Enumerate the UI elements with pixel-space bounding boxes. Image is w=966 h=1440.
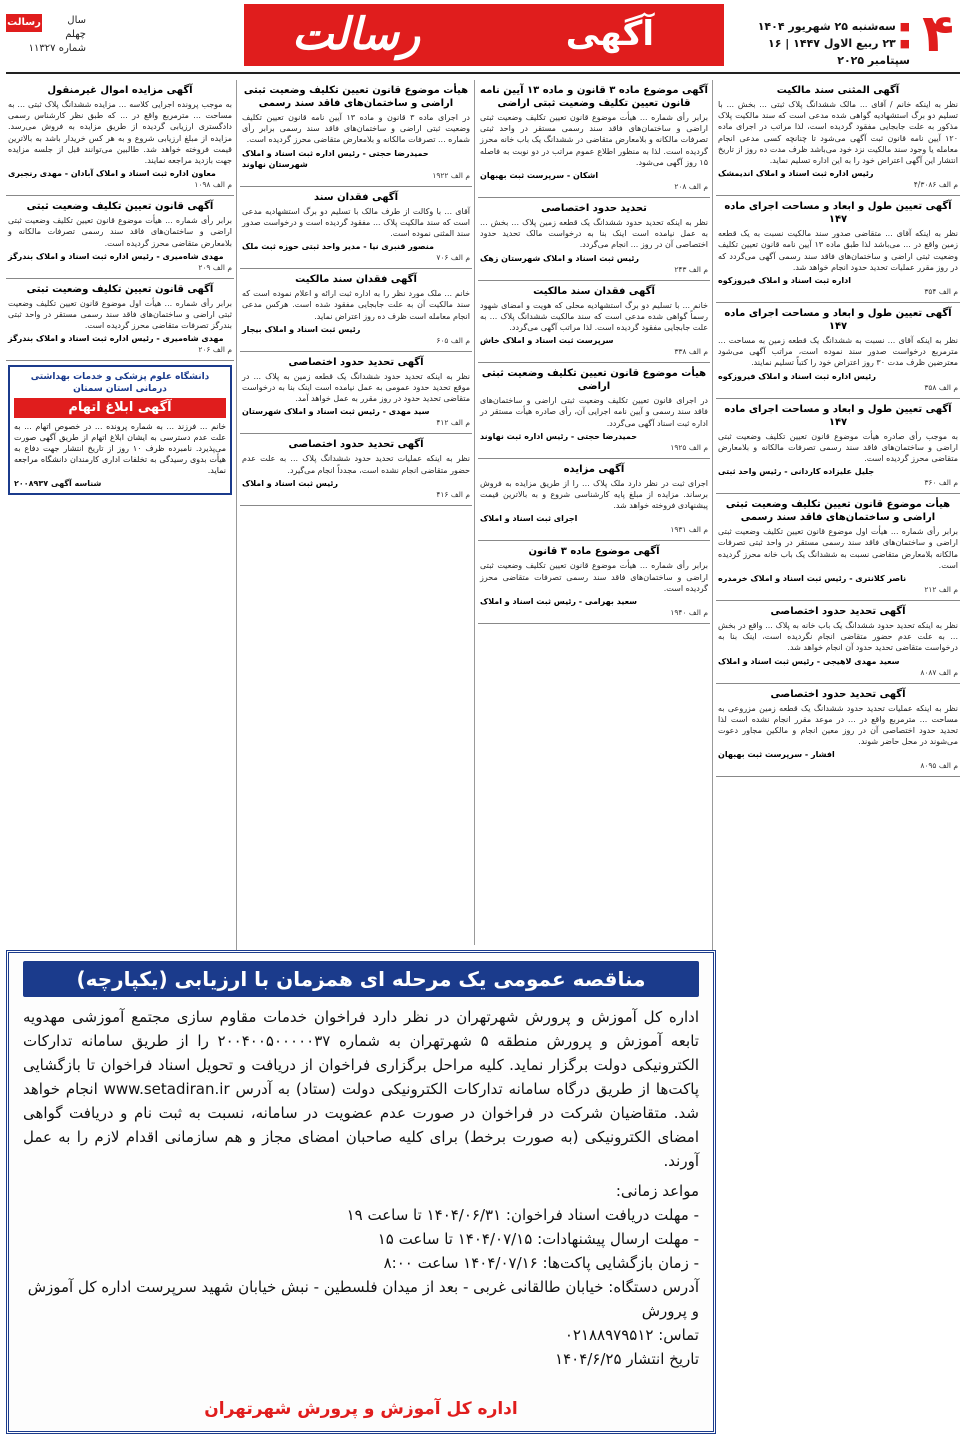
tender-title: مناقصه عمومی یک مرحله ای همزمان با ارزیابی (یکپارچه): [23, 961, 699, 997]
classified-ad: [716, 494, 960, 601]
ad-reference: م الف ۳۵۴: [924, 287, 958, 297]
ad-reference: م الف ۱۹۳۱: [670, 525, 708, 535]
ad-signature: رئیس ثبت اسناد و املاک بیجار: [242, 324, 361, 334]
classified-ad: [240, 352, 472, 435]
newspaper-logo: رسالت: [292, 9, 421, 60]
classified-ad: [716, 196, 960, 303]
classified-ad: [716, 399, 960, 495]
notice-org: دانشگاه علوم پزشکی و خدمات بهداشتی درمانی استان سمنان: [30, 372, 210, 395]
section-label: آگهی: [565, 14, 654, 54]
ad-signature: جلیل علیزاده کاردانی - رئیس واحد ثبتی: [718, 467, 875, 477]
deadlines-label: مواعد زمانی:: [615, 1182, 699, 1200]
ad-body: اجرای ثبت در نظر دارد ملک پلاک ... را از طریق مزایده به فروش برساند. مزایده از مبلغ پایه کارشناسی شروع و به بالاترین قیمت پیشنهادی فروخته خواهد شد.: [480, 478, 708, 511]
ad-reference: م الف ۸۰۹۵: [920, 761, 958, 771]
ad-reference: م الف ۴/۳۰۸۶: [913, 180, 958, 190]
column-1: [716, 80, 960, 1434]
ad-signature: افشار - سرپرست ثبت بهبهان: [718, 750, 835, 760]
ad-title: آگهی موضوع ماده ۳ قانون: [528, 546, 660, 558]
issue-meta: [6, 14, 86, 60]
ad-reference: م الف ۲۰۸: [674, 182, 708, 192]
ad-title: آگهی تعیین طول و ابعاد و مساحت اجرای ماده ۱۴۷: [724, 403, 952, 428]
ad-signature: اجرای ثبت اسناد و املاک: [480, 514, 578, 524]
tender-body: [23, 1005, 699, 1173]
ad-body: برابر رأی شماره ... هیأت اول موضوع قانون تعیین تکلیف وضعیت ثبتی اراضی و ساختمان‌های فاقد سند رسمی مستقر در واحد ثبتی تصرفات مالکانه بلامعارض متقاضی نسبت به ششدانگ یک باب خانه محرز گردیده است.: [718, 527, 958, 570]
ad-body: نظر به اینکه عملیات تحدید حدود ششدانگ پلاک ... به علت عدم حضور متقاضی انجام نشده است، مجدداً انجام می‌گیرد.: [242, 454, 470, 475]
ad-body: نظر به اینکه تحدید حدود ششدانگ یک باب خانه به پلاک ... واقع در بخش ... به علت عدم حضور متقاضی انجام نگردیده است، اینک بنا به درخواست متقاضی تحدید حدود آن انجام خواهد شد.: [718, 621, 958, 653]
ad-signature: رئیس ثبت اسناد و املاک: [242, 478, 338, 488]
tender-intro: اداره کل آموزش و پرورش شهرتهران در نظر دارد فراخوان خدمات مقاوم سازی مجتمع آموزشی مهدویه تابعه آموزش و پرورش منطقه ۵ شهرتهران به شماره ۲۰۰۴۰۰۵۰۰۰۰۰۳۷ را از طریق سامانه تدارکات الکترونیکی دولت برگزار نماید.: [23, 1008, 699, 1074]
ad-body: آقای ... با وکالت از طرف مالک با تسلیم دو برگ استشهادیه مدعی است که سند مالکیت پلاک ... مفقود گردیده است و درخواست صدور سند المثنی نموده است.: [242, 206, 470, 239]
classified-ad: [478, 80, 710, 198]
column-2: [478, 80, 710, 945]
ad-title: هیأت موضوع قانون تعیین تکلیف وضعیت ثبتی اراضی: [481, 368, 707, 393]
ad-reference: م الف ۱۰۹۸: [194, 180, 232, 190]
ad-title: آگهی تعیین طول و ابعاد و مساحت اجرای ماده ۱۴۷: [724, 201, 952, 226]
ad-reference: م الف ۱۹۴۰: [670, 608, 708, 618]
ad-reference: م الف ۳۶۰: [924, 478, 958, 488]
tender-procedure: کلیه مراحل برگزاری فراخوان از دریافت و تحویل اسناد فراخوان تا بازگشایی پاکت‌ها از طریق درگاه سامانه تدارکات الکترونیکی دولت (ستاد) به آدرس www.setadiran.ir انجام خواهد شد.: [23, 1056, 699, 1122]
ad-reference: م الف ۴۱۲: [436, 418, 470, 428]
ad-signature: مهدی شاه‌میری - رئیس اداره ثبت اسناد و املاک بندرگز: [8, 334, 224, 344]
ad-title: آگهی فقدان سند مالکیت: [295, 274, 417, 286]
ad-body: نظر به اینکه تحدید حدود ششدانگ یک قطعه زمین به پلاک ... در موقع تحدید حدود عمومی به عمل نیامده است اینک بنا به درخواست متقاضی تحدید حدود در روز مقرر به عمل خواهد آمد.: [242, 371, 470, 404]
ad-title: آگهی المثنی سند مالکیت: [776, 85, 900, 96]
ad-body: خانم ... با تسلیم دو برگ استشهادیه محلی که هویت و امضای شهود رسماً گواهی شده مدعی است که سند مالکیت ششدانگ پلاک ... به علت جابجایی مفقود گردیده است. لذا مراتب آگهی می‌گردد.: [480, 300, 708, 333]
classified-ad: [478, 363, 710, 459]
issue-info: [732, 6, 958, 66]
ad-title: آگهی فقدان سند: [313, 191, 399, 203]
tender-organization: اداره کل آموزش و پرورش شهرتهران: [204, 1399, 518, 1419]
issue-dates: ■ سه‌شنبه ۲۵ شهریور ۱۴۰۴ ■ ۲۳ ربیع الاول ۱۴۴۷ | ۱۶ سپتامبر ۲۰۲۵: [757, 20, 910, 67]
classified-ad: [716, 684, 960, 778]
classified-ad: [716, 303, 960, 399]
ad-body: برابر رأی شماره ... هیأت موضوع قانون تعیین تکلیف وضعیت ثبتی اراضی و ساختمان‌های فاقد سند رسمی تصرفات متقاضی محرز گردیده است.: [480, 561, 708, 593]
notice-title: آگهی ابلاغ اتهام: [14, 398, 226, 418]
notice-id: شناسه آگهی ۲۰۰۸۹۳۷: [14, 479, 102, 489]
classified-ad: [478, 281, 710, 364]
ad-body: نظر به اینکه تحدید حدود ششدانگ یک قطعه زمین پلاک ... بخش ... به عمل نیامده است اینک بنا به درخواست مالک تحدید حدود اختصاصی آن در روز ... انجام می‌گردد.: [480, 218, 708, 250]
deadline-proposals: - مهلت ارسال پیشنهادات: ۱۴۰۴/۰۷/۱۵ تا ساعت ۱۵: [377, 1230, 699, 1248]
ad-reference: م الف ۶۰۵: [436, 335, 470, 345]
classified-ad: [240, 187, 472, 270]
ad-body: به موجب رأی صادره هیأت موضوع قانون تعیین تکلیف وضعیت ثبتی اراضی و ساختمان‌های فاقد سند رسمی تصرفات مالکانه و بلامعارض متقاضی محرز گردیده است.: [718, 431, 958, 464]
ad-reference: م الف ۱۹۲۲: [432, 170, 470, 180]
ad-reference: م الف ۳۳۸: [674, 347, 708, 357]
ad-signature: حمیدرضا حجتی - رئیس اداره ثبت نهاوند: [480, 431, 638, 441]
ad-body: در اجرای قانون تعیین تکلیف وضعیت ثبتی اراضی و ساختمان‌های فاقد سند رسمی و آیین نامه اجرایی آن، رأی صادره هیأت مستقر در اداره ثبت اسناد آگهی می‌گردد.: [480, 396, 708, 428]
year-label: سال چهلم: [65, 15, 86, 40]
ad-title: آگهی تحدید حدود اختصاصی: [770, 688, 906, 700]
ad-title: تحدید حدود اختصاصی: [541, 203, 647, 215]
ad-signature: رئیس اداره ثبت اسناد و املاک اندیمشک: [718, 169, 874, 179]
classified-ad: [478, 459, 710, 542]
ad-signature: سید مهدی - رئیس ثبت اسناد و املاک شهرستان: [242, 407, 430, 417]
ad-signature: معاون اداره ثبت اسناد و املاک آبادان - مهدی رنجبری: [8, 169, 216, 179]
date-hijri-gregorian: ۲۳ ربیع الاول ۱۴۴۷ | ۱۶ سپتامبر ۲۰۲۵: [768, 37, 910, 67]
ad-signature: سعید بهرامی - رئیس ثبت اسناد و املاک: [480, 597, 637, 607]
ad-signature: سعید مهدی لاهیجی - رئیس ثبت اسناد و املاک: [718, 656, 900, 666]
ad-reference: م الف ۱۹۲۵: [670, 442, 708, 452]
classified-ad: [716, 80, 960, 196]
tender-registration: متقاضیان شرکت در فراخوان در صورت عدم عضویت در سامانه، نسبت به ثبت نام و دریافت گواهی امضای الکترونیکی (به صورت برخط) برای کلیه صاحبان امضای مجاز و هم سازمانی اقدام لازم را به عمل آورند.: [23, 1104, 699, 1170]
ad-title: هیأت موضوع قانون تعیین تکلیف وضعیت ثبتی اراضی و ساختمان‌های فاقد سند رسمی: [725, 499, 951, 524]
ad-title: آگهی تحدید حدود اختصاصی: [288, 439, 424, 451]
ad-body: نظر به اینکه خانم / آقای ... مالک ششدانگ پلاک ثبتی ... بخش ... با تسلیم دو برگ استشهادیه گواهی شده مدعی است که سند مالکیت پلاک مذکور به علت جابجایی مفقود گردیده است، لذا مراتب در اجرای ماده ۱۲۰ آیین نامه قانون ثبت آگهی می‌شود تا چنانچه کسی مدعی انجام معامله یا وجود سند مالکیت نزد خود می‌باشد ظرف مدت ده روز از تاریخ انتشار این آگهی اعتراض خود را به این اداره تسلیم نماید.: [718, 100, 958, 166]
page-header: [0, 0, 966, 72]
page-number: ۴: [922, 4, 954, 64]
notice-body: خانم ... فرزند ... به شماره پرونده ... در خصوص اتهام ... به علت عدم دسترسی به ایشان ابلاغ اتهام از طریق آگهی صورت می‌پذیرد. نامبرده ظرف ۱۰ روز از تاریخ انتشار جهت دفاع به هیأت بدوی رسیدگی به تخلفات اداری کارمندان دانشگاه مراجعه نماید.: [14, 422, 226, 476]
ad-signature: حمیدرضا حجتی - رئیس اداره ثبت اسناد و املاک شهرستان نهاوند: [242, 148, 429, 169]
tender-phone: تماس: ۰۲۱۸۸۹۷۹۵۱۲: [564, 1326, 699, 1344]
ad-title: آگهی فقدان سند مالکیت: [533, 285, 655, 297]
ad-reference: م الف ۲۴۳: [674, 264, 708, 274]
ad-body: خانم ... ملک مورد نظر را به اداره ثبت ارائه و اعلام نموده است که سند مالکیت آن به علت جابجایی مفقود شده است. هرکس مدعی انجام معامله است ظرف ده روز اعتراض نماید.: [242, 289, 470, 321]
ad-signature: رئیس اداره ثبت اسناد و املاک فیروزکوه: [718, 371, 876, 381]
date-persian: سه‌شنبه ۲۵ شهریور ۱۴۰۴: [757, 20, 896, 33]
ad-title: هیأت موضوع قانون تعیین تکلیف وضعیت ثبتی اراضی و ساختمان‌های فاقد سند رسمی: [243, 85, 469, 109]
ad-reference: م الف ۸۰۸۷: [920, 667, 958, 677]
ad-signature: مهدی شاه‌میری - رئیس اداره ثبت اسناد و املاک بندرگز: [8, 251, 224, 261]
ad-title: آگهی مزایده: [563, 463, 625, 475]
ad-title: آگهی مزایده اموال غیرمنقول: [47, 85, 193, 96]
section-banner: [244, 4, 724, 66]
ad-body: برابر رأی شماره ... هیأت موضوع قانون تعیین تکلیف وضعیت ثبتی اراضی و ساختمان‌های فاقد سند رسمی تصرفات مالکانه و بلامعارض متقاضی محرز گردیده است.: [8, 216, 232, 248]
classified-ad: [6, 279, 234, 362]
ad-title: آگهی تعیین طول و ابعاد و مساحت اجرای ماده ۱۴۷: [724, 308, 952, 333]
ad-body: نظر به اینکه آقای ... متقاضی صدور سند مالکیت نسبت به یک قطعه زمین واقع در ... می‌باشد لذا طبق ماده ۱۳ آیین نامه قانون تعیین تکلیف وضعیت ثبتی اراضی و ساختمان‌های فاقد سند رسمی آگهی می‌گردد که در روز مقرر عملیات تحدید حدود انجام خواهد شد.: [718, 229, 958, 272]
ad-signature: اشکان - سرپرست ثبت بهبهان: [480, 171, 599, 181]
mini-logo: رسالت: [6, 14, 42, 32]
ad-body: نظر به اینکه آقای ... نسبت به ششدانگ یک قطعه زمین به مساحت ... مترمربع درخواست صدور سند نموده است، مراتب آگهی می‌شود معترضین ظرف مدت ۳۰ روز اعتراض خود را کتباً تسلیم نمایند.: [718, 336, 958, 368]
ad-reference: م الف ۲۰۶: [198, 345, 232, 355]
tender-address: آدرس دستگاه: خیابان طالقانی غربی - بعد از میدان فلسطین - نبش خیابان شهید سرپرست اداره کل آموزش و پرورش: [27, 1278, 699, 1320]
ad-body: برابر رأی شماره ... هیأت اول موضوع قانون تعیین تکلیف وضعیت ثبتی اراضی و ساختمان‌های فاقد سند رسمی مستقر در واحد ثبتی بندرگز تصرفات متقاضی محرز گردیده است.: [8, 298, 232, 331]
issue-label: شماره ۱۱۳۲۷: [28, 43, 86, 54]
ad-signature: منصور قنبری نیا - مدیر واحد ثبتی حوزه ثبت ملک: [242, 242, 435, 252]
ad-reference: م الف ۲۱۲: [924, 585, 958, 595]
ad-reference: م الف ۳۵۸: [924, 382, 958, 392]
classified-ad: [478, 198, 710, 281]
classified-ad: [6, 196, 234, 279]
classified-ad: [6, 80, 234, 196]
classified-ad: [478, 541, 710, 624]
column-3: [240, 80, 472, 945]
ad-reference: م الف ۲۰۹: [198, 262, 232, 272]
header-divider: [6, 72, 960, 74]
ad-title: آگهی قانون تعیین تکلیف وضعیت ثبتی: [26, 283, 214, 295]
classified-ad: [716, 601, 960, 684]
classified-ad: [240, 434, 472, 505]
ad-signature: رئیس ثبت اسناد و املاک شهرستان زهک: [480, 253, 639, 263]
tender-deadlines: [23, 1179, 699, 1371]
ad-title: آگهی قانون تعیین تکلیف وضعیت ثبتی: [26, 201, 214, 213]
ad-title: آگهی تحدید حدود اختصاصی: [288, 356, 424, 368]
medical-notice: [8, 365, 232, 495]
ad-title: آگهی تحدید حدود اختصاصی: [770, 606, 906, 618]
classified-ad: [240, 269, 472, 352]
ad-title: آگهی موضوع ماده ۳ قانون و ماده ۱۳ آیین نامه قانون تعیین تکلیف وضعیت ثبتی اراضی: [480, 85, 708, 109]
ad-reference: م الف ۷۰۶: [436, 253, 470, 263]
ad-body: به موجب پرونده اجرایی کلاسه ... مزایده ششدانگ پلاک ثبتی ... به مساحت ... مترمربع واقع در ... که طبق نظر کارشناس رسمی دادگستری ارزیابی گردیده از طریق مزایده به فروش می‌رسد. مزایده از مبلغ ارزیابی شروع و به هر کس خریدار باشد به بالاترین قیمت فروخته خواهد شد. طالبین می‌توانند قبل از جلسه مزایده جهت بازدید مراجعه نمایند.: [8, 100, 232, 166]
tender-ad: [6, 950, 716, 1434]
column-divider: [474, 80, 475, 945]
ad-signature: سرپرست ثبت اسناد و املاک خاش: [480, 336, 614, 346]
ad-signature: اداره ثبت اسناد و املاک فیروزکوه: [718, 276, 851, 286]
deadline-documents: - مهلت دریافت اسناد فراخوان: ۱۴۰۴/۰۶/۳۱ تا ساعت ۱۹: [346, 1206, 699, 1224]
ad-signature: ناصر کلانتری - رئیس ثبت اسناد و املاک خرمدره: [718, 574, 907, 584]
classified-ad: [240, 80, 472, 187]
tender-publish-date: تاریخ انتشار ۱۴۰۴/۶/۲۵: [555, 1350, 699, 1368]
ad-body: برابر رأی شماره ... هیأت موضوع قانون تعیین تکلیف وضعیت ثبتی اراضی و ساختمان‌های فاقد سند رسمی مستقر در واحد ثبتی تصرفات مالکانه و بلامعارض متقاضی در ششدانگ یک باب خانه محرز گردیده است. لذا به منظور اطلاع عموم مراتب در دو نوبت به فاصله ۱۵ روز آگهی می‌شود.: [480, 113, 708, 167]
ad-body: در اجرای ماده ۳ قانون و ماده ۱۳ آیین نامه قانون تعیین تکلیف وضعیت ثبتی اراضی و ساختمان‌های فاقد سند رسمی برابر رأی شماره ... تصرفات مالکانه و بلامعارض متقاضی محرز گردیده است.: [242, 113, 470, 145]
ad-reference: م الف ۴۱۶: [436, 489, 470, 499]
ad-body: نظر به اینکه عملیات تحدید حدود ششدانگ یک قطعه زمین مزروعی به مساحت ... مترمربع واقع در ... در موعد مقرر انجام نشده است لذا تحدید حدود اختصاصی آن در روز معین انجام و مالکین مجاور دعوت می‌شوند در محل حاضر شوند.: [718, 703, 958, 747]
deadline-opening: - زمان بازگشایی پاکت‌ها: ۱۴۰۴/۰۷/۱۶ ساعت ۸:۰۰: [383, 1254, 699, 1272]
